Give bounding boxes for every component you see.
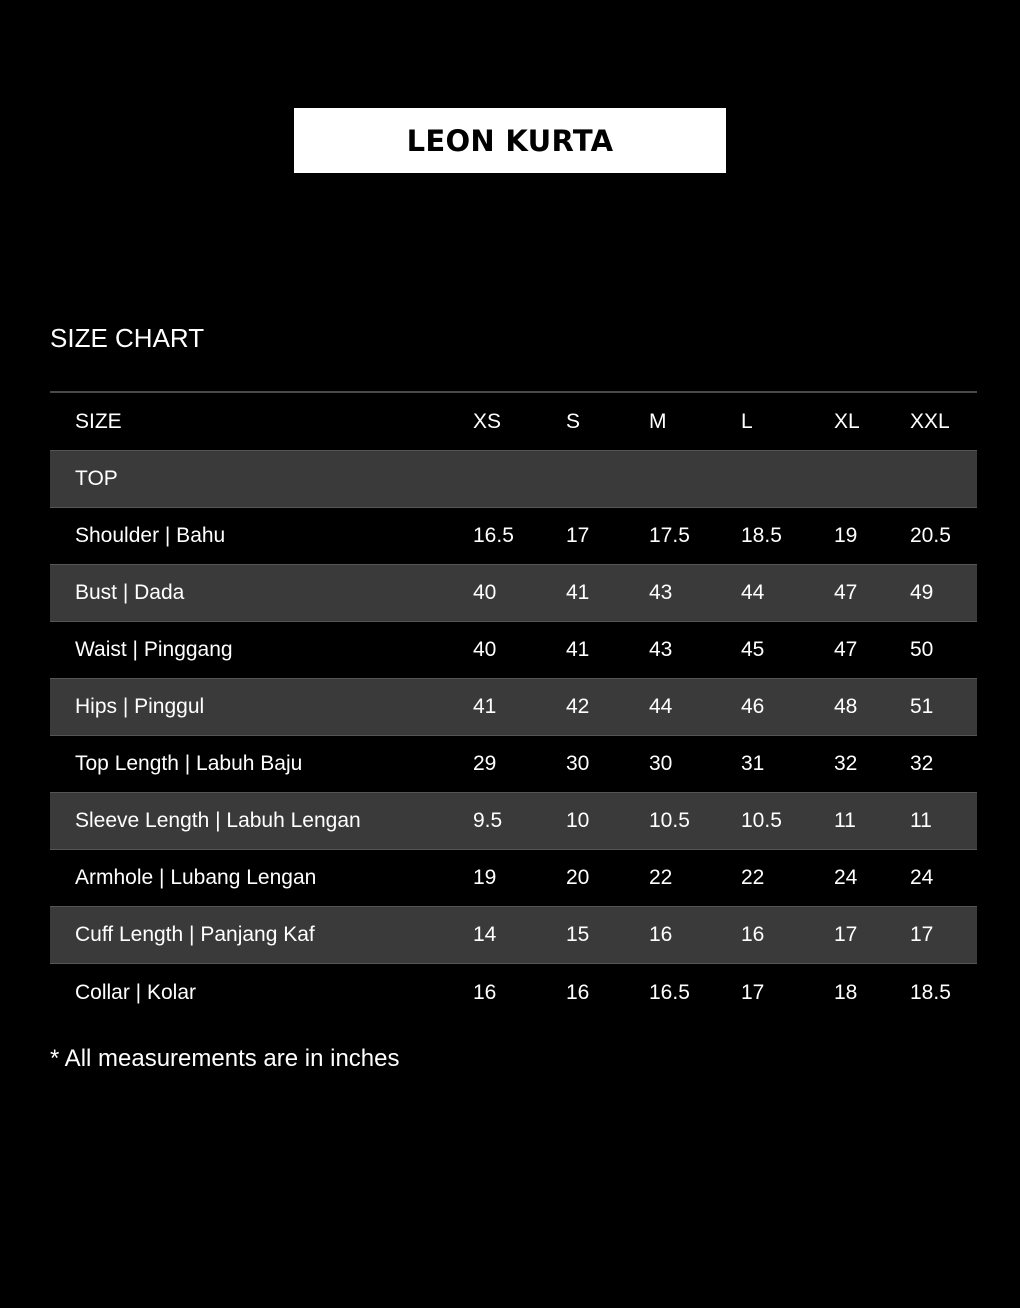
column-header-l: L: [741, 409, 753, 433]
cell-s: 41: [566, 581, 590, 604]
cell-xs: 41: [473, 695, 497, 718]
cell-s: 20: [566, 866, 590, 889]
cell-xxl: 32: [910, 752, 934, 775]
group-label: TOP: [75, 467, 118, 490]
cell-m: 30: [649, 752, 673, 775]
column-header-s: S: [566, 409, 581, 433]
cell-s: 30: [566, 752, 590, 775]
row-label: Hips | Pinggul: [75, 695, 205, 718]
cell-l: 16: [741, 923, 765, 946]
column-header-xxl: XXL: [910, 409, 950, 433]
cell-xs: 40: [473, 638, 497, 661]
row-label: Armhole | Lubang Lengan: [75, 866, 317, 889]
table-row: [50, 850, 977, 907]
cell-m: 17.5: [649, 524, 690, 547]
table-row: [50, 508, 977, 565]
cell-s: 41: [566, 638, 590, 661]
row-label: Cuff Length | Panjang Kaf: [75, 923, 315, 946]
cell-l: 45: [741, 638, 765, 661]
cell-l: 17: [741, 980, 765, 1004]
table-row: [50, 622, 977, 679]
table-header-row: [50, 393, 977, 451]
row-label: Waist | Pinggang: [75, 638, 233, 661]
cell-xs: 16: [473, 980, 497, 1004]
group-row-top: [50, 451, 977, 508]
cell-xl: 47: [834, 638, 858, 661]
size-chart-table: [50, 391, 977, 1021]
cell-m: 43: [649, 638, 673, 661]
cell-xxl: 50: [910, 638, 934, 661]
cell-xs: 9.5: [473, 809, 503, 832]
cell-xxl: 20.5: [910, 524, 951, 547]
row-label: Sleeve Length | Labuh Lengan: [75, 809, 361, 832]
cell-xs: 19: [473, 866, 497, 889]
table-row: [50, 736, 977, 793]
cell-xl: 18: [834, 980, 858, 1004]
cell-xxl: 18.5: [910, 980, 951, 1004]
column-header-xl: XL: [834, 409, 860, 433]
cell-s: 10: [566, 809, 590, 832]
product-title: LEON KURTA: [406, 123, 614, 158]
cell-m: 44: [649, 695, 673, 718]
cell-l: 22: [741, 866, 765, 889]
table-row: [50, 793, 977, 850]
cell-xxl: 17: [910, 923, 934, 946]
table-row: [50, 907, 977, 964]
cell-xxl: 11: [910, 809, 932, 832]
cell-m: 16.5: [649, 980, 690, 1004]
cell-xxl: 49: [910, 581, 934, 604]
title-banner: [294, 108, 726, 173]
table-row: [50, 565, 977, 622]
row-label: Bust | Dada: [75, 581, 185, 604]
cell-xl: 48: [834, 695, 858, 718]
cell-m: 16: [649, 923, 673, 946]
cell-xl: 47: [834, 581, 858, 604]
cell-l: 44: [741, 581, 765, 604]
row-label: Top Length | Labuh Baju: [75, 752, 303, 775]
cell-xl: 11: [834, 809, 856, 832]
cell-m: 22: [649, 866, 673, 889]
column-header-size: SIZE: [75, 409, 122, 433]
row-label: Shoulder | Bahu: [75, 524, 226, 547]
cell-xs: 14: [473, 923, 497, 946]
cell-xs: 29: [473, 752, 497, 775]
row-label: Collar | Kolar: [75, 980, 196, 1004]
cell-m: 10.5: [649, 809, 690, 832]
cell-xs: 40: [473, 581, 497, 604]
cell-l: 10.5: [741, 809, 782, 832]
cell-xl: 17: [834, 923, 858, 946]
column-header-xs: XS: [473, 409, 502, 433]
table-row: [50, 964, 977, 1021]
table-row: [50, 679, 977, 736]
column-header-m: M: [649, 409, 667, 433]
cell-xl: 19: [834, 524, 858, 547]
size-chart-heading: SIZE CHART: [50, 323, 205, 353]
cell-m: 43: [649, 581, 673, 604]
cell-s: 17: [566, 524, 590, 547]
cell-l: 18.5: [741, 524, 782, 547]
measurement-note: * All measurements are in inches: [50, 1045, 400, 1072]
cell-l: 46: [741, 695, 765, 718]
cell-s: 16: [566, 980, 590, 1004]
cell-s: 15: [566, 923, 590, 946]
cell-xxl: 24: [910, 866, 934, 889]
cell-xl: 24: [834, 866, 858, 889]
cell-xxl: 51: [910, 695, 934, 718]
cell-xl: 32: [834, 752, 858, 775]
cell-l: 31: [741, 752, 765, 775]
cell-xs: 16.5: [473, 524, 514, 547]
cell-s: 42: [566, 695, 590, 718]
